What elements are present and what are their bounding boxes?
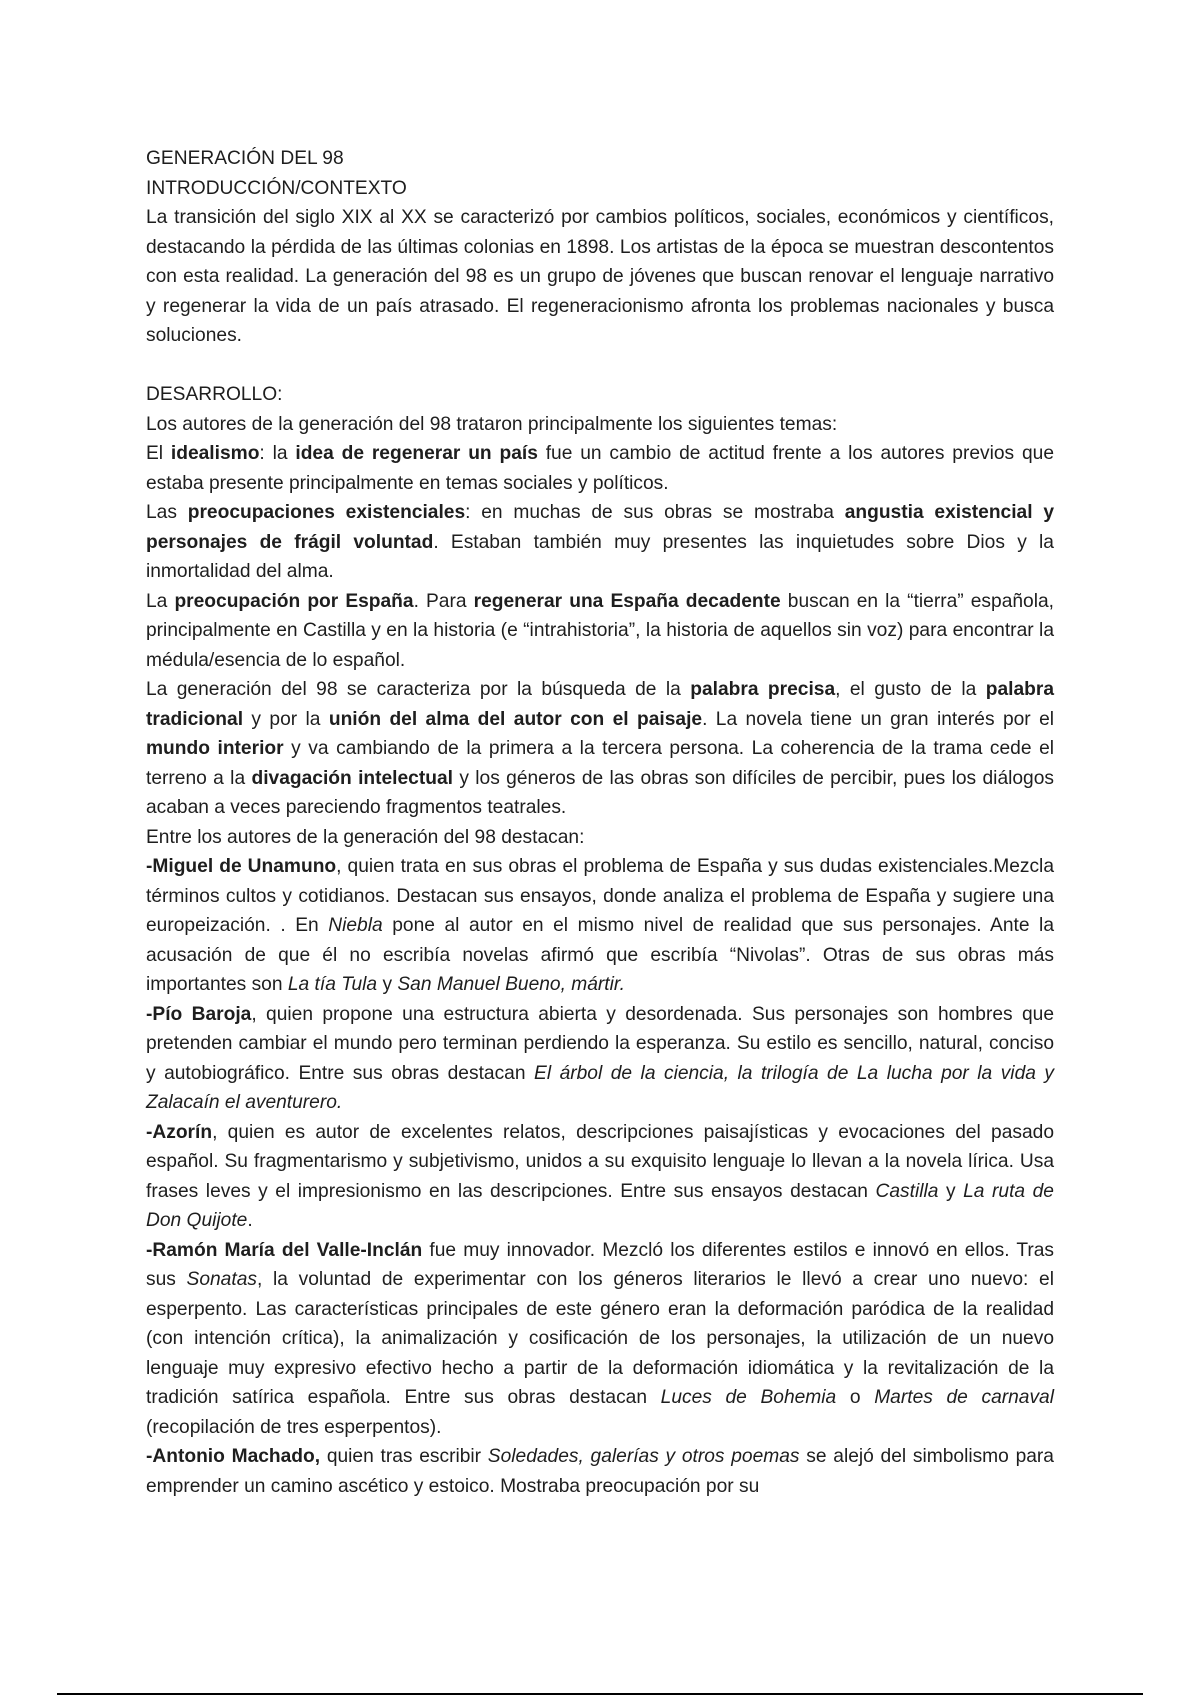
- theme-existential-paragraph: [146, 498, 1054, 587]
- text-run: y: [377, 974, 398, 995]
- intro-heading: INTRODUCCIÓN/CONTEXTO: [146, 177, 407, 199]
- text-run: . Estaban también muy presentes las inquietudes sobre Dios y la inmortalidad del alma.: [146, 531, 1054, 582]
- text-run: pone al autor en el mismo nivel de realidad que sus personajes. Ante la acusación de que él no escribía novelas afirmó que escribía “Nivolas”. Otras de sus obras más importantes son: [146, 915, 1054, 995]
- work-title: La tía Tula: [287, 974, 378, 995]
- authors-intro: Entre los autores de la generación del 98 destacan:: [146, 826, 585, 848]
- text-run: . La novela tiene un gran interés por el: [702, 708, 1054, 730]
- text-run: y los géneros de las obras son difíciles de percibir, pues los diálogos acaban a veces pareciendo fragmentos teatrales.: [146, 767, 1054, 818]
- author-name: -Ramón María del Valle-Inclán: [146, 1239, 423, 1261]
- author-unamuno-paragraph: [146, 852, 1054, 1000]
- document-title: GENERACIÓN DEL 98: [146, 148, 344, 169]
- intro-paragraph: La transición del siglo XIX al XX se caracterizó por cambios políticos, sociales, económicos y científicos, destacando la pérdida de las últimas colonias en 1898. Los artistas de la época se muestran descontentos con esta realidad. La generación del 98 es un grupo de jóvenes que buscan renovar el lenguaje narrativo y regenerar la vida de un país atrasado. El regeneracionismo afronta los problemas nacionales y busca soluciones.: [146, 207, 1054, 346]
- work-title: Niebla: [328, 915, 383, 936]
- work-title: El árbol de la ciencia, la trilogía de La lucha por la vida y Zalacaín el aventurero.: [146, 1062, 1055, 1113]
- author-machado-paragraph: [146, 1442, 1054, 1501]
- work-title: Soledades, galerías y otros poemas: [487, 1446, 800, 1467]
- text-run: : la: [259, 443, 296, 464]
- bold-term: preocupación por España: [174, 590, 414, 612]
- bold-term: divagación intelectual: [251, 767, 453, 789]
- text-run: , quien propone una estructura abierta y desordenada. Sus personajes son hombres que pretenden cambiar el mundo pero terminan perdiendo la esperanza. Su estilo es sencillo, natural, conciso y autobiográfico. Entre sus obras destacan: [146, 1003, 1055, 1084]
- text-run: se alejó del simbolismo para emprender un camino ascético y estoico. Mostraba preocupación por su: [146, 1446, 1054, 1497]
- text-run: y: [938, 1180, 964, 1202]
- author-name: -Antonio Machado,: [146, 1446, 321, 1467]
- text-run: fue muy innovador. Mezcló los diferentes estilos e innovó en ellos. Tras sus: [146, 1239, 1054, 1290]
- text-run: , el gusto de la: [835, 679, 986, 700]
- text-run: buscan en la “tierra” española, principalmente en Castilla y en la historia (e “intrahistoria”, la historia de aquellos sin voz) para encontrar la médula/esencia de lo español.: [146, 590, 1054, 671]
- author-baroja-paragraph: [146, 1000, 1054, 1118]
- author-valle-inclan-paragraph: [146, 1236, 1054, 1443]
- bold-term: regenerar una España decadente: [473, 590, 781, 612]
- style-paragraph: [146, 675, 1054, 823]
- work-title: Luces de Bohemia: [660, 1387, 837, 1408]
- author-name: -Miguel de Unamuno: [146, 856, 337, 877]
- text-run: La: [146, 590, 175, 612]
- development-heading: DESARROLLO:: [146, 384, 283, 405]
- bold-term: unión del alma del autor con el paisaje: [328, 708, 703, 730]
- themes-intro: Los autores de la generación del 98 trataron principalmente los siguientes temas:: [146, 413, 838, 435]
- author-azorin-paragraph: [146, 1118, 1054, 1236]
- bold-term: palabra precisa: [690, 679, 836, 700]
- text-run: El: [146, 443, 171, 464]
- author-name: -Pío Baroja: [146, 1003, 252, 1025]
- work-title: Castilla: [875, 1180, 939, 1202]
- work-title: Martes de carnaval: [874, 1387, 1054, 1408]
- bold-term: palabra tradicional: [146, 679, 1054, 730]
- theme-idealism-paragraph: [146, 439, 1054, 498]
- text-run: : en muchas de sus obras se mostraba: [465, 502, 845, 523]
- text-run: y por la: [243, 708, 329, 730]
- work-title: Sonatas: [186, 1269, 257, 1290]
- bold-term: idealismo: [170, 443, 260, 464]
- text-run: , quien es autor de excelentes relatos, descripciones paisajísticas y evocaciones del pasado español. Su fragmentarismo y subjetivismo, unidos a su exquisito lenguaje lo llevan a la novela lírica. Usa frases leves y el impresionismo en las descripciones. Entre sus ensayos destacan: [146, 1121, 1054, 1202]
- text-run: quien tras escribir: [320, 1446, 488, 1467]
- text-run: , quien trata en sus obras el problema de España y sus dudas existenciales.Mezcla términos cultos y cotidianos. Destacan sus ensayos, donde analiza el problema de España y sugiere una europeización. . En: [146, 856, 1054, 936]
- text-run: y va cambiando de la primera a la tercera persona. La coherencia de la trama cede el terreno a la: [146, 738, 1055, 789]
- text-run: fue un cambio de actitud frente a los autores previos que estaba presente principalmente en temas sociales y políticos.: [146, 443, 1054, 494]
- bold-term: idea de regenerar un país: [295, 443, 538, 464]
- text-run: (recopilación de tres esperpentos).: [146, 1416, 442, 1438]
- spacer: [146, 351, 1054, 381]
- bold-term: angustia existencial y personajes de frágil voluntad: [146, 502, 1055, 553]
- document-body: [146, 144, 1054, 1501]
- theme-spain-paragraph: [146, 587, 1054, 676]
- text-run: Las: [146, 502, 188, 523]
- bold-term: mundo interior: [146, 738, 284, 759]
- work-title: La ruta de Don Quijote: [146, 1180, 1054, 1231]
- bold-term: preocupaciones existenciales: [187, 502, 466, 523]
- work-title: San Manuel Bueno, mártir.: [397, 974, 625, 995]
- text-run: La generación del 98 se caracteriza por la búsqueda de la: [146, 679, 691, 700]
- text-run: o: [836, 1387, 875, 1408]
- author-name: -Azorín: [146, 1121, 213, 1143]
- text-run: , la voluntad de experimentar con los géneros literarios le llevó a crear uno nuevo: el esperpento. Las características principales de este género eran la deformación paródica de la realidad (con intención crítica), la animalización y cosificación de los personajes, la utilización de un nuevo lenguaje muy expresivo efectivo hecho a partir de la deformación idiomática y la revitalización de la tradición satírica española. Entre sus obras destacan: [146, 1269, 1054, 1408]
- footer-divider: [57, 1693, 1143, 1695]
- text-run: .: [247, 1210, 253, 1231]
- text-run: . Para: [413, 590, 474, 612]
